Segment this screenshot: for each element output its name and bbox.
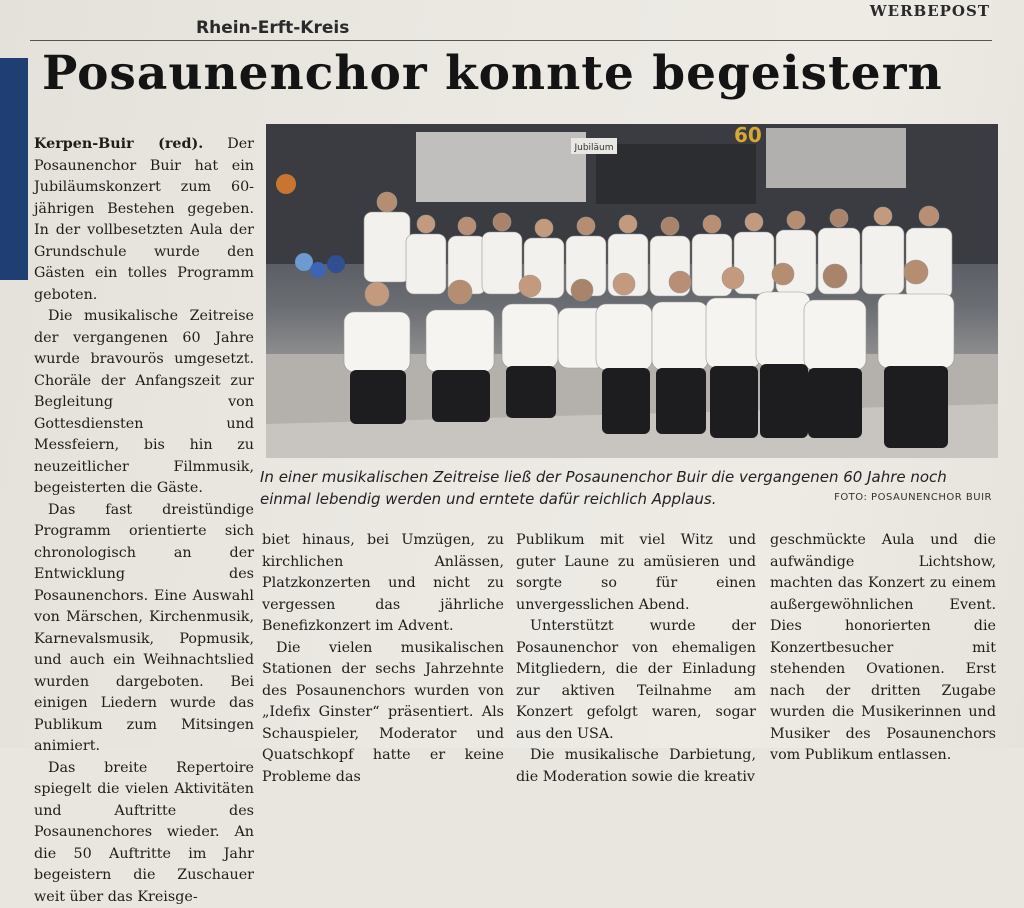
- article-column-2: [262, 530, 504, 788]
- article-column-1: [34, 134, 254, 908]
- article-column-3: [516, 530, 756, 788]
- article-paragraph: biet hinaus, bei Umzügen, zu kirchlichen Anlässen, Platzkonzerten und nicht zu vergessen das jährliche Benefizkonzert im Advent.: [262, 530, 504, 638]
- article-paragraph: Unterstützt wurde der Posaunenchor von ehemaligen Mitgliedern, die der Einladung zur aktiven Teilnahme am Konzert gefolgt waren, sogar aus den USA.: [516, 616, 756, 745]
- photo-illustration: [266, 124, 998, 458]
- photo-credit: FOTO: POSAUNENCHOR BUIR: [834, 492, 992, 503]
- article-paragraph: geschmückte Aula und die aufwändige Lichtshow, machten das Konzert zu einem außergewöhnlichen Event. Dies honorierten die Konzertbesucher mit stehenden Ovationen. Erst nach der dritten Zugabe wurden die Musikerinnen und Musiker des Posaunenchors vom Publikum entlassen.: [770, 530, 996, 767]
- article-text: Der Posaunenchor Buir hat ein Jubiläumskonzert zum 60-jährigen Bestehen gegeben. In der vollbesetzten Aula der Grundschule wurde den Gästen ein tolles Programm geboten.: [34, 136, 254, 303]
- article-paragraph: Die vielen musikalischen Stationen der sechs Jahrzehnte des Posaunenchors wurden von „Idefix Ginster“ präsentiert. Als Schauspieler, Moderator und Quatschkopf hatte er keine Probleme das: [262, 638, 504, 789]
- section-color-bar: [0, 58, 28, 280]
- publication-name: WERBEPOST: [870, 2, 990, 20]
- article-lead: Kerpen-Buir (red).: [34, 136, 203, 152]
- stage-sign-text: Jubiläum: [573, 143, 613, 153]
- section-region-label: Rhein-Erft-Kreis: [196, 18, 349, 38]
- article-paragraph: Das breite Repertoire spiegelt die vielen Aktivitäten und Auftritte des Posaunenchores wieder. An die 50 Auftritte im Jahr begeistern die Zuschauer weit über das Kreisge-: [34, 758, 254, 908]
- group-photo: [266, 124, 998, 458]
- article-paragraph: Das fast dreistündige Programm orientierte sich chronologisch an der Entwicklung des Posaunenchors. Eine Auswahl von Märschen, Kirchenmusik, Karnevalsmusik, Popmusik, und auch ein Weihnachtslied wurden dargeboten. Bei einigen Liedern wurde das Publikum zum Mitsingen animiert.: [34, 500, 254, 758]
- article-paragraph: Publikum mit viel Witz und guter Laune zu amüsieren und sorgte so für einen unvergesslichen Abend.: [516, 530, 756, 616]
- article-paragraph: [34, 134, 254, 306]
- header-rule: [30, 40, 992, 41]
- article-paragraph: Die musikalische Darbietung, die Moderation sowie die kreativ: [516, 745, 756, 788]
- headline: Posaunenchor konnte begeistern: [42, 46, 1002, 101]
- photo-caption: In einer musikalischen Zeitreise ließ der Posaunenchor Buir die vergangenen 60 Jahre noch einmal lebendig werden und erntete dafür reichlich Applaus.: [260, 466, 996, 510]
- article-paragraph: Die musikalische Zeitreise der vergangenen 60 Jahre wurde bravourös umgesetzt. Choräle der Anfangszeit zur Begleitung von Gottesdiensten und Messfeiern, bis hin zu neuzeitlicher Filmmusik, begeisterten die Gäste.: [34, 306, 254, 500]
- article-column-4: [770, 530, 996, 767]
- banner-60: 60: [734, 124, 762, 147]
